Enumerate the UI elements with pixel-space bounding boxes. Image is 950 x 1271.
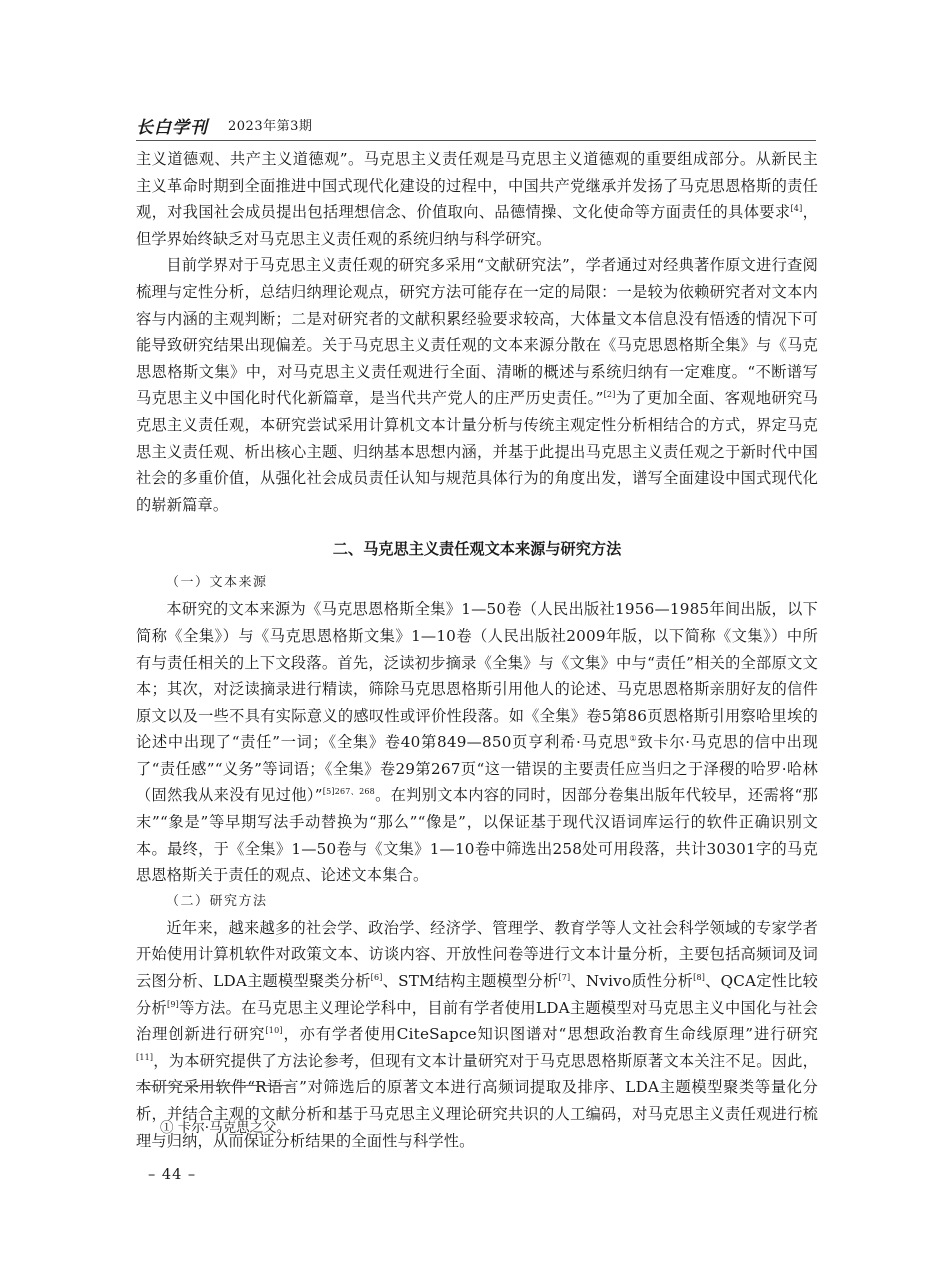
citation-ref: [11] (136, 1052, 154, 1062)
citation-ref: [4] (790, 204, 803, 214)
citation-ref: [10] (265, 1026, 283, 1036)
subsection-heading-methods: （二）研究方法 (166, 893, 268, 909)
journal-logo: 长白学刊 (136, 118, 208, 138)
subsection-heading-sources: （一）文本来源 (166, 575, 268, 591)
footnote-divider (136, 1085, 291, 1086)
paragraph-methods: 近年来，越来越多的社会学、政治学、经济学、管理学、教育学等人文社会科学领域的专家学者开始使用计算机软件对政策文本、访谈内容、开放性问卷等进行文本计量分析，主要包括高频词及词云图分析、LDA主题模型聚类分析[6]、STM结构主题模型分析[7]、Nvivo质性分析[8]、QCA定性比较分析[9]等方法。在马克思主义理论学科中，目前有学者使用LDA主题模型对马克思主义中国化与社会治理创新进行研究[10]，亦有学者使用CiteSapce知识图谱对“思想政治教育生命线原理”进行研究[11]，为本研究提供了方法论参考，但现有文本计量研究对于马克思恩格斯原著文本关注不足。因此，本研究采用软件“R语言”对筛选后的原著文本进行高频词提取及排序、LDA主题模型聚类等量化分析，并结合主观的文献分析和基于马克思主义理论研究共识的人工编码，对马克思主义责任观进行梳理与归纳，从而保证分析结果的全面性与科学性。 (136, 918, 818, 1150)
citation-ref: [7] (558, 972, 571, 982)
header-divider (136, 140, 816, 141)
footnote-marker: ① (629, 734, 638, 744)
page-number: – 44 – (148, 1167, 197, 1183)
citation-ref: [6] (370, 972, 383, 982)
section-heading: 二、马克思主义责任观文本来源与研究方法 (332, 540, 622, 559)
citation-ref: [9] (167, 999, 179, 1009)
issue-label: 2023年第3期 (228, 119, 313, 134)
paragraph-continued: 主义道德观、共产主义道德观”。马克思主义责任观是马克思主义道德观的重要组成部分。从新民主主义革命时期到全面推进中国式现代化建设的过程中，中国共产党继承并发扬了马克思恩格斯的责任观，对我国社会成员提出包括理想信念、价值取向、品德情操、文化使命等方面责任的具体要求[4]，但学界始终缺乏对马克思主义责任观的系统归纳与科学研究。 (136, 150, 819, 248)
paragraph-text-sources: 本研究的文本来源为《马克思恩格斯全集》1—50卷（人民出版社1956—1985年间出版，以下简称《全集》）与《马克思恩格斯文集》1—10卷（人民出版社2009年版，以下简称《文集》）中所有与责任相关的上下文段落。首先，泛读初步摘录《全集》与《文集》中与“责任”相关的全部原文文本；其次，对泛读摘录进行精读，筛除马克思恩格斯引用他人的论述、马克思恩格斯亲朋好友的信件原文以及一些不具有实际意义的感叹性或评价性段落。如《全集》卷5第86页恩格斯引用察哈里埃的论述中出现了“责任”一词；《全集》卷40第849—850页亨利希·马克思①致卡尔·马克思的信中出现了“责任感”“义务”等词语；《全集》卷29第267页“这一错误的主要责任应当归之于泽稷的哈罗·哈林（固然我从来没有见过他）”$^{[5]267、268}$。在判别文本内容的同时，因部分卷集出版年代较早，还需将“那末”“象是”等早期写法手动替换为“那么”“像是”，以保证基于现代汉语词库运行的软件正确识别文本。最终，于《全集》1—50卷与《文集》1—10卷中筛选出258处可用段落，共计30301字的马克思恩格斯关于责任的观点、论述文本集合。 (136, 600, 819, 885)
footnote: ① 卡尔·马克思之父。 (160, 1120, 291, 1136)
citation-ref: [8] (693, 972, 706, 982)
running-header (136, 111, 816, 137)
citation-ref: [5]267、268 (322, 787, 375, 797)
article-body (136, 146, 818, 1154)
citation-ref: [2] (603, 390, 616, 400)
paragraph-research-status: 目前学界对于马克思主义责任观的研究多采用“文献研究法”，学者通过对经典著作原文进行查阅梳理与定性分析，总结归纳理论观点，研究方法可能存在一定的局限：一是较为依赖研究者对文本内容与内涵的主观判断；二是对研究者的文献积累经验要求较高，大体量文本信息没有悟透的情况下可能导致研究结果出现偏差。关于马克思主义责任观的文本来源分散在《马克思恩格斯全集》与《马克思恩格斯文集》中，对马克思主义责任观进行全面、清晰的概述与系统归纳有一定难度。“不断谱写马克思主义中国化时代化新篇章，是当代共产党人的庄严历史责任。”[2]为了更加全面、客观地研究马克思主义责任观，本研究尝试采用计算机文本计量分析与传统主观定性分析相结合的方式，界定马克思主义责任观、析出核心主题、归纳基本思想内涵，并基于此提出马克思主义责任观之于新时代中国社会的多重价值，从强化社会成员责任认知与规范具体行为的角度出发，谱写全面建设中国式现代化的崭新篇章。 (136, 256, 818, 514)
